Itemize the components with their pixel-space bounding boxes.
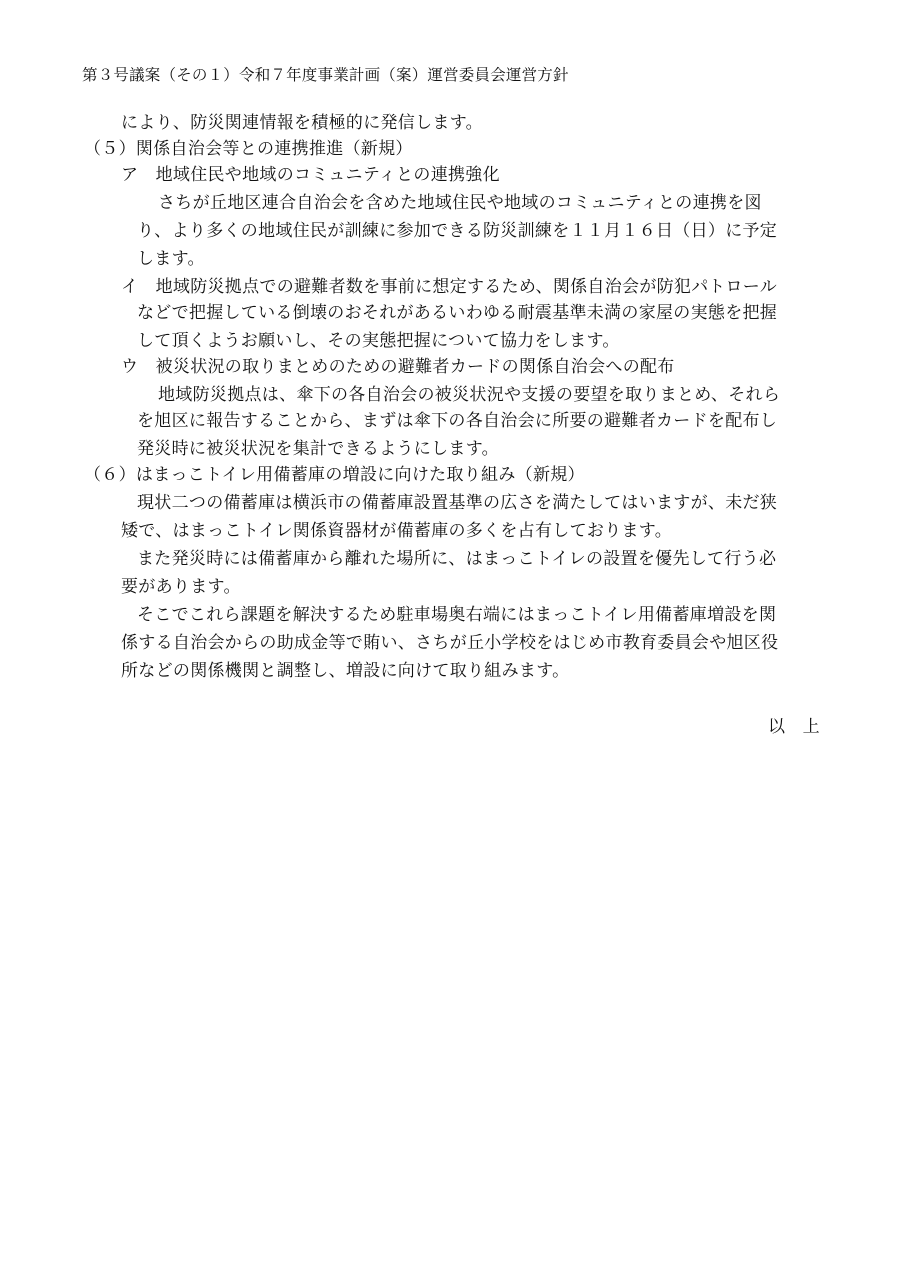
text-line: により、防災関連情報を積極的に発信します。 (121, 113, 483, 133)
text-line: などで把握している倒壊のおそれがあるいわゆる耐震基準未満の家屋の実態を把握 (137, 303, 778, 323)
subsection-heading: イ 地域防災拠点での避難者数を事前に想定するため、関係自治会が防犯パトロール (121, 277, 778, 297)
text-line: 所などの関係機関と調整し、増設に向けて取り組みます。 (121, 661, 570, 681)
text-line: を旭区に報告することから、まずは傘下の各自治会に所要の避難者カードを配布し (137, 411, 778, 431)
text-line: します。 (137, 249, 205, 269)
section-heading: （５）関係自治会等との連携推進（新規） (84, 139, 413, 159)
text-line: 要があります。 (121, 577, 241, 597)
text-line: また発災時には備蓄庫から離れた場所に、はまっこトイレの設置を優先して行う必 (137, 549, 777, 569)
subsection-heading: ア 地域住民や地域のコミュニティとの連携強化 (121, 165, 500, 185)
text-line: 係する自治会からの助成金等で賄い、さちが丘小学校をはじめ市教育委員会や旭区役 (121, 633, 779, 653)
document-header: 第３号議案（その１）令和７年度事業計画（案）運営委員会運営方針 (82, 66, 569, 84)
subsection-heading: ウ 被災状況の取りまとめのための避難者カードの関係自治会への配布 (121, 357, 675, 377)
text-line: 矮で、はまっこトイレ関係資器材が備蓄庫の多くを占有しております。 (121, 521, 673, 541)
section-heading: （６）はまっこトイレ用備蓄庫の増設に向けた取り組み（新規） (84, 465, 585, 485)
text-line: そこでこれら課題を解決するため駐車場奥右端にはまっこトイレ用備蓄庫増設を関 (137, 605, 777, 625)
text-line: り、より多くの地域住民が訓練に参加できる防災訓練を１１月１６日（日）に予定 (137, 221, 778, 241)
text-line: して頂くようお願いし、その実態把握について協力をします。 (137, 331, 620, 351)
text-line: 現状二つの備蓄庫は横浜市の備蓄庫設置基準の広さを満たしてはいますが、未だ狭 (137, 493, 778, 513)
text-line: 発災時に被災状況を集計できるようにします。 (137, 439, 499, 459)
text-line: さちが丘地区連合自治会を含めた地域住民や地域のコミュニティとの連携を図 (158, 193, 762, 213)
text-line: 地域防災拠点は、傘下の各自治会の被災状況や支援の要望を取りまとめ、それら (158, 385, 781, 405)
closing-mark: 以 上 (768, 717, 820, 737)
